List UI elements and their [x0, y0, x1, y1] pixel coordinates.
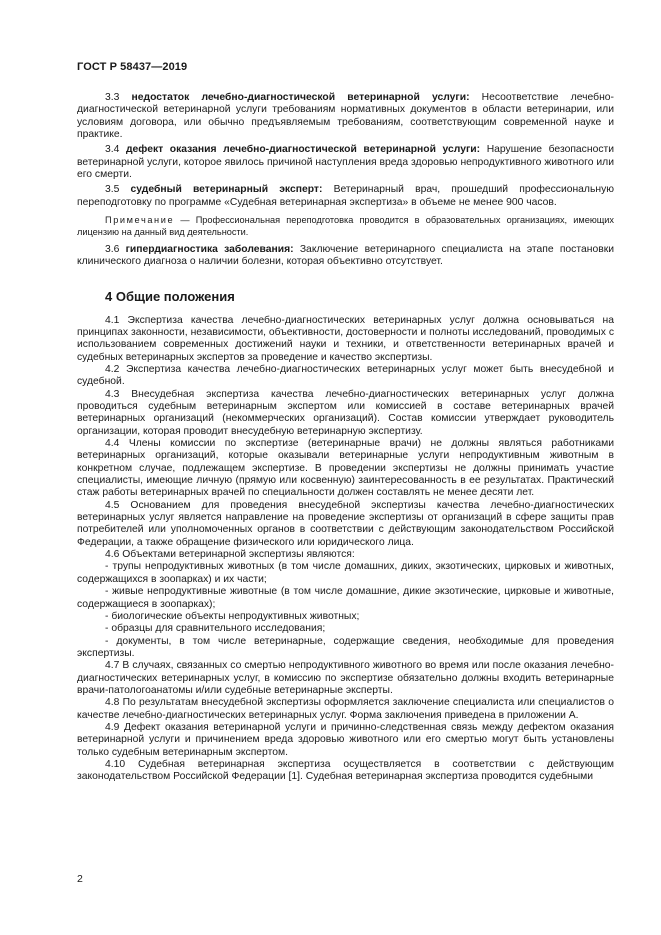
paragraph: 4.5 Основанием для проведения внесудебной экспертизы качества лечебно-диагностических ветеринарных услуг является направление на проведение экспертизы от организаций в сфере защиты прав потребителей или уполномоченных органов в соответствии с действующим законодательством Российской Федерации, а также обращение физического или юридического лица.	[77, 499, 614, 548]
page-number: 2	[77, 873, 83, 885]
definition-text: Несоответствие лечебно-диагностической ветеринарной услуги требованиям нормативных документов в области ветеринарии, или условиям договора, или обычно предъявляемым требованиям, соответствующим современной науке и практике.	[77, 92, 614, 141]
definition-term: гипердиагностика заболевания:	[125, 243, 294, 255]
definition-3-5	[77, 184, 614, 209]
definition-3-3	[77, 92, 614, 141]
definition-number: 3.3	[105, 92, 120, 103]
note-text: — Профессиональная переподготовка проводится в образовательных организациях, имеющих лицензию на данный вид деятельности.	[77, 215, 614, 237]
definition-term: дефект оказания лечебно-диагностической ветеринарной услуги:	[125, 144, 481, 156]
paragraph: 4.3 Внесудебная экспертиза качества лечебно-диагностических ветеринарных услуг должна проводиться судебным ветеринарным экспертом или комиссией в составе ветеринарных врачей ветеринарных организаций (некоммерческих организаций). Состав комиссии утверждает руководитель организации, которая проводит внесудебную ветеринарную экспертизу.	[77, 388, 614, 437]
list-item: - образцы для сравнительного исследования;	[105, 623, 326, 635]
standard-designation: ГОСТ Р 58437—2019	[77, 61, 188, 73]
page-content	[77, 92, 614, 784]
paragraph: 4.4 Члены комиссии по экспертизе (ветеринарные врачи) не должны являться работниками ветеринарных организаций, которые оказывали ветеринарные услуги непродуктивным животным в конкретном случае, подлежащем экспертизе. В проведении экспертизы не должны принимать участие специалисты, имеющие личную (прямую или косвенную) заинтересованность в ее результатах. Практический стаж работы ветеринарных врачей по специальности должен составлять не менее десяти лет.	[77, 438, 614, 499]
definition-term: недостаток лечебно-диагностической ветеринарной услуги:	[131, 92, 470, 103]
list-item: - биологические объекты непродуктивных животных;	[105, 610, 360, 622]
definition-text: Нарушение безопасности ветеринарной услуги, которое явилось причиной наступления вреда здоровью непродуктивного животного или его смерти.	[77, 144, 615, 181]
note-label: Примечание	[105, 215, 175, 226]
definition-number: 3.6	[105, 243, 120, 255]
paragraph: 4.10 Судебная ветеринарная экспертиза осуществляется в соответствии с действующим законодательством Российской Федерации [1]. Судебная ветеринарная экспертиза проводится судебными	[77, 758, 614, 783]
paragraph: 4.7 В случаях, связанных со смертью непродуктивного животного во время или после оказания лечебно-диагностических ветеринарных услуг, в комиссию по экспертизе обязательно должны входить ветеринарные врачи-патологоанатомы и/или судебные ветеринарные эксперты.	[77, 660, 614, 696]
definition-number: 3.5	[105, 184, 120, 196]
definition-number: 3.4	[105, 144, 120, 156]
note	[77, 215, 614, 238]
paragraph: 4.9 Дефект оказания ветеринарной услуги и причинно-следственная связь между дефектом оказания ветеринарной услуги и причинением вреда здоровью животного или его смертью могут быть установлены только судебным ветеринарным экспертом.	[77, 721, 614, 758]
paragraph: 4.8 По результатам внесудебной экспертизы оформляется заключение специалиста или специалистов о качестве лечебно-диагностических ветеринарных услуг. Форма заключения приведена в приложении А.	[77, 697, 614, 721]
definition-text: Заключение ветеринарного специалиста на этапе постановки клинического диагноза о наличии болезни, которая объективно отсутствует.	[77, 243, 614, 268]
definition-term: судебный ветеринарный эксперт:	[130, 184, 323, 196]
definition-text: Ветеринарный врач, прошедший профессиональную переподготовку по программе «Судебная ветеринарная экспертиза» в объеме не менее 900 часов.	[77, 184, 615, 208]
paragraph: 4.1 Экспертиза качества лечебно-диагностических ветеринарных услуг должна основываться на принципах законности, независимости, объективности, достоверности и полноты исследований, проводимых с использованием современных достижений науки и техники, и ответственности ветеринарных врачей и судебных ветеринарных экспертов за проведение и качество экспертизы.	[77, 314, 614, 363]
list-item: - живые непродуктивные животные (в том числе домашние, дикие экзотические, цирковые и животные, содержащиеся в зоопарках);	[77, 586, 614, 610]
paragraph: 4.2 Экспертиза качества лечебно-диагностических ветеринарных услуг может быть внесудебной и судебной.	[77, 363, 614, 388]
section-heading: 4 Общие положения	[105, 288, 235, 304]
paragraph: 4.6 Объектами ветеринарной экспертизы являются:	[105, 549, 355, 561]
list-item: - документы, в том числе ветеринарные, содержащие сведения, необходимые для проведения экспертизы.	[77, 635, 614, 659]
definition-3-6	[77, 244, 614, 269]
definition-3-4	[77, 144, 614, 181]
list-item: - трупы непродуктивных животных (в том числе домашних, диких, экзотических, цирковых и животных, содержащихся в зоопарках) и их части;	[77, 561, 614, 585]
